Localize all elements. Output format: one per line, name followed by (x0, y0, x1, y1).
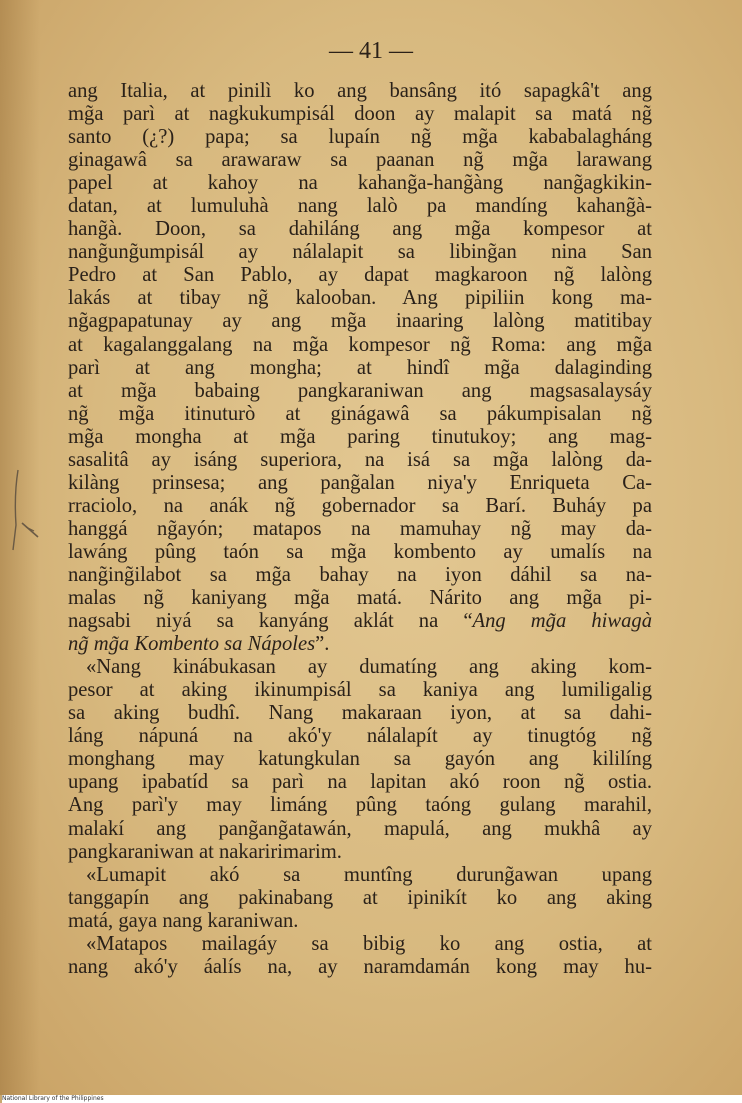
text-line: lakás at tibay ng̃ kalooban. Ang pipiliin kong ma- (68, 287, 652, 310)
text-line: pesor at aking ikinumpisál sa kaniya ang lumiligalig (68, 679, 652, 702)
text-line: upang ipabatíd sa parì na lapitan akó roon ng̃ ostia. (68, 771, 652, 794)
footer-credit: National Library of the Philippines (2, 1095, 742, 1103)
text-line: «Nang kinábukasan ay dumatíng ang aking kom- (86, 656, 652, 679)
page-number: — 41 — (329, 38, 413, 64)
text-line: datan, at lumuluhà nang lalò pa mandíng kahang̃à- (68, 195, 652, 218)
text-line: sasalitâ ay isáng superiora, na isá sa mg̃a lalòng da- (68, 448, 652, 471)
text-line: rraciolo, na anák ng̃ gobernador sa Barí. Buháy pa (68, 494, 652, 517)
text-line: láng nápuná na akó'y nálalapít ay tinugtóg ng̃ (68, 725, 652, 748)
text-line: «Matapos mailagáy sa bibig ko ang ostia, at (86, 932, 652, 955)
text-line-with-title (68, 633, 652, 656)
text-line: malas ng̃ kaniyang mg̃a matá. Nárito ang mg̃a pi- (68, 587, 652, 610)
text-line: kilàng prinsesa; ang pang̃alan niya'y Enriqueta Ca- (68, 471, 652, 494)
text-fragment: ”. (315, 633, 330, 656)
text-line: matá, gaya nang karaniwan. (68, 909, 299, 932)
text-line: «Lumapit akó sa muntîng durung̃awan upang (86, 863, 652, 886)
text-line: ginagawâ sa arawaraw sa paanan ng̃ mg̃a larawang (68, 149, 652, 172)
margin-pencil-mark (4, 465, 44, 555)
book-title-part-1: Ang mg̃a hiwagà (472, 610, 652, 633)
text-fragment: nagsabi niyá sa kanyáng aklát na “ (68, 610, 473, 633)
text-line: nang̃ung̃umpisál ay nálalapit sa libing̃an nina San (68, 241, 652, 264)
text-line: mg̃a parì at nagkukumpisál doon ay malapit sa matá ng̃ (68, 103, 652, 126)
text-line: nang akó'y áalís na, ay naramdamán kong may hu- (68, 955, 652, 978)
text-line: lawáng pûng taón sa mg̃a kombento ay umalís na (68, 540, 652, 563)
text-line: nang̃ing̃ilabot sa mg̃a bahay na iyon dáhil sa na- (68, 563, 652, 586)
book-title-part-2: ng̃ mg̃a Kombento sa Nápoles (68, 633, 316, 656)
text-line: papel at kahoy na kahang̃a-hang̃àng nang̃agkikin- (68, 172, 652, 195)
text-line: mg̃a mongha at mg̃a paring tinutukoy; ang mag- (68, 425, 652, 448)
text-line: tanggapín ang pakinabang at ipinikít ko ang aking (68, 886, 652, 909)
text-line: at mg̃a babaing pangkaraniwan ang magsasalaysáy (68, 379, 652, 402)
text-line: ang Italia, at pinilì ko ang bansâng itó sapagkâ't ang (68, 80, 652, 102)
text-line: hanggá ng̃ayón; matapos na mamuhay ng̃ may da- (68, 517, 652, 540)
text-line: malakí ang pang̃ang̃atawán, mapulá, ang mukhâ ay (68, 817, 652, 840)
text-line: at kagalanggalang na mg̃a kompesor ng̃ Roma: ang mg̃a (68, 333, 652, 356)
text-line: santo (¿?) papa; sa lupaín ng̃ mg̃a kababalagháng (68, 126, 652, 149)
text-line: parì at ang mongha; at hindî mg̃a dalaginding (68, 356, 652, 379)
text-line-with-title (68, 610, 652, 633)
text-line: hang̃à. Doon, sa dahiláng ang mg̃a kompesor at (68, 218, 652, 241)
text-line: Ang parì'y may limáng pûng taóng gulang marahil, (68, 794, 652, 817)
text-line: Pedro at San Pablo, ay dapat magkaroon ng̃ lalòng (68, 264, 652, 287)
text-line: ng̃ mg̃a itinuturò at ginágawâ sa pákumpisalan ng̃ (68, 402, 652, 425)
body-text (68, 80, 652, 979)
text-line: pangkaraniwan at nakaririmarim. (68, 840, 342, 863)
text-line: monghang may katungkulan sa gayón ang kililíng (68, 748, 652, 771)
text-line: ng̃agpapatunay ay ang mg̃a inaaring lalòng matitibay (68, 310, 652, 333)
text-line: sa aking budhî. Nang makaraan iyon, at sa dahi- (68, 702, 652, 725)
